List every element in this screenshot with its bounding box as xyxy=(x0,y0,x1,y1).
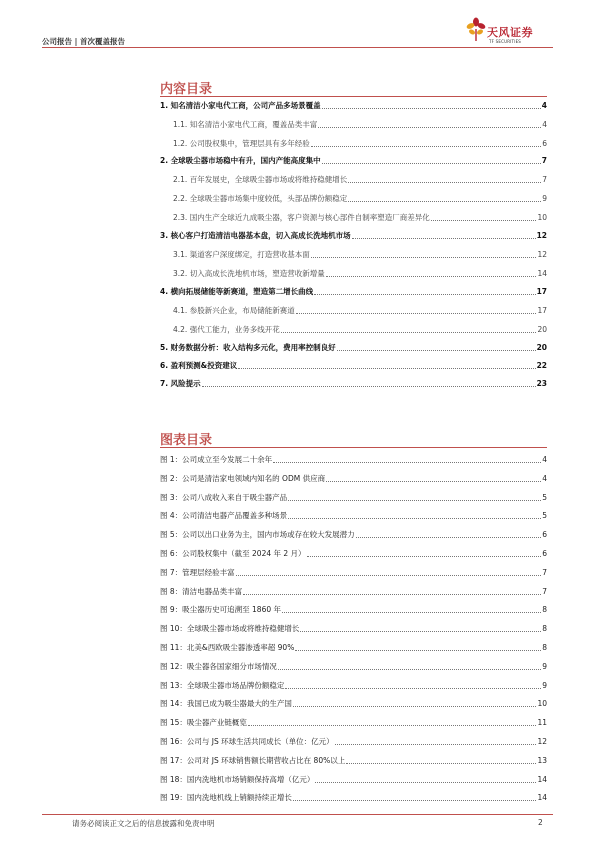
toc-chapter-entry[interactable] xyxy=(160,231,547,241)
toc-entry-title: 1.1. 知名清洁小家电代工商，覆盖品类丰富 xyxy=(173,120,318,129)
dot-leader xyxy=(293,800,537,801)
figure-list-entry[interactable] xyxy=(160,511,547,521)
toc-entry-title: 3.2. 切入高成长洗地机市场，塑造营收新增量 xyxy=(173,269,325,278)
figure-entry-title: 图 14：我国已成为吸尘器最大的生产国 xyxy=(160,699,292,709)
footer-divider xyxy=(42,814,553,815)
logo-chinese-name: 天风证券 xyxy=(487,26,533,39)
dot-leader xyxy=(311,146,542,147)
logo-flower-icon xyxy=(466,17,486,43)
figure-entry-page: 9 xyxy=(542,661,547,671)
dot-leader xyxy=(318,127,541,128)
toc-section-entry[interactable] xyxy=(173,175,547,185)
dot-leader xyxy=(296,313,537,314)
toc-entry-page: 17 xyxy=(537,306,547,315)
dot-leader xyxy=(348,182,541,183)
figure-entry-title: 图 12：吸尘器各国家细分市场情况 xyxy=(160,661,277,671)
toc-section-entry[interactable] xyxy=(173,269,547,279)
dot-leader xyxy=(300,631,541,632)
dot-leader xyxy=(238,368,535,369)
toc-chapter-entry[interactable] xyxy=(160,287,547,297)
figure-entry-page: 8 xyxy=(542,624,547,634)
dot-leader xyxy=(431,220,537,221)
company-logo xyxy=(466,17,556,47)
figure-entry-page: 4 xyxy=(542,473,547,483)
figures-title: 图表目录 xyxy=(160,433,213,448)
toc-entry-title: 3. 核心客户打造清洁电器基本盘，切入高成长洗地机市场 xyxy=(160,231,351,240)
figure-list-entry[interactable] xyxy=(160,775,547,785)
toc-entry-title: 5. 财务数据分析：收入结构多元化，费用率控制良好 xyxy=(160,343,336,352)
dot-leader xyxy=(273,462,541,463)
figure-entry-page: 7 xyxy=(542,586,547,596)
dot-leader xyxy=(356,537,542,538)
figure-list-entry[interactable] xyxy=(160,474,547,484)
page-number: 2 xyxy=(538,818,543,827)
figure-entry-title: 图 17：公司对 JS 环球销售额长期营收占比在 80%以上 xyxy=(160,755,346,765)
toc-chapter-entry[interactable] xyxy=(160,361,547,371)
figure-entry-title: 图 3：公司八成收入来自于吸尘器产品 xyxy=(160,492,288,502)
figure-entry-title: 图 8：清洁电器品类丰富 xyxy=(160,586,243,596)
toc-chapter-entry[interactable] xyxy=(160,156,547,166)
dot-leader xyxy=(295,650,541,651)
page-header xyxy=(0,0,595,50)
dot-leader xyxy=(326,481,541,482)
figure-entry-page: 7 xyxy=(542,567,547,577)
toc-entry-title: 1. 知名清洁小家电代工商，公司产品多场景覆盖 xyxy=(160,101,321,110)
toc-chapter-entry[interactable] xyxy=(160,343,547,353)
dot-leader xyxy=(202,386,536,387)
toc-chapter-entry[interactable] xyxy=(160,101,547,111)
dot-leader xyxy=(335,744,537,745)
dot-leader xyxy=(278,669,541,670)
dot-leader xyxy=(236,575,542,576)
figure-entry-page: 14 xyxy=(537,793,547,803)
toc-section-entry[interactable] xyxy=(173,306,547,316)
dot-leader xyxy=(293,706,537,707)
toc-section-entry[interactable] xyxy=(173,250,547,260)
toc-section-entry[interactable] xyxy=(173,325,547,335)
figure-list-entry[interactable] xyxy=(160,605,547,615)
toc-entry-title: 2.1. 百年发展史，全球吸尘器市场或将维持稳健增长 xyxy=(173,175,348,184)
toc-entry-title: 4. 横向拓展储能等新赛道，塑造第二增长曲线 xyxy=(160,287,314,296)
dot-leader xyxy=(348,201,541,202)
dot-leader xyxy=(248,725,537,726)
figure-entry-title: 图 15：吸尘器产业链概览 xyxy=(160,718,247,728)
figure-entry-page: 14 xyxy=(537,774,547,784)
figure-entry-title: 图 4：公司清洁电器产品覆盖多种场景 xyxy=(160,511,288,521)
figure-entry-page: 5 xyxy=(542,492,547,502)
header-divider xyxy=(42,47,553,48)
toc-entry-title: 4.1. 参股新兴企业，布局储能新赛道 xyxy=(173,306,295,315)
toc-entry-title: 4.2. 强代工能力，业务多线开花 xyxy=(173,325,280,334)
figure-entry-title: 图 18：国内洗地机市场销额保持高增（亿元） xyxy=(160,774,315,784)
figure-entry-title: 图 10：全球吸尘器市场或将维持稳健增长 xyxy=(160,624,300,634)
figure-entry-page: 13 xyxy=(537,755,547,765)
disclaimer-text: 请务必阅读正文之后的信息披露和免责申明 xyxy=(72,819,215,828)
toc-entry-page: 4 xyxy=(542,120,547,129)
figure-entry-title: 图 2：公司是清洁家电领域内知名的 ODM 供应商 xyxy=(160,473,326,483)
figure-entry-title: 图 19：国内洗地机线上销额持续正增长 xyxy=(160,793,292,803)
dot-leader xyxy=(326,276,537,277)
toc-entry-page: 22 xyxy=(536,361,547,370)
dot-leader xyxy=(311,257,537,258)
figure-entry-title: 图 9：吸尘器历史可追溯至 1860 年 xyxy=(160,605,282,615)
toc-entry-page: 20 xyxy=(536,343,547,352)
toc-entry-page: 20 xyxy=(537,325,547,334)
toc-entry-page: 17 xyxy=(536,287,547,296)
dot-leader xyxy=(352,238,536,239)
toc-chapter-entry[interactable] xyxy=(160,379,547,389)
figure-entry-title: 图 6：公司股权集中（截至 2024 年 2 月） xyxy=(160,549,306,558)
toc-entry-title: 6. 盈利预测&投资建议 xyxy=(160,361,238,370)
figures-title-rule xyxy=(160,447,547,448)
toc-entry-page: 10 xyxy=(537,213,547,222)
toc-entry-title: 2. 全球吸尘器市场稳中有升，国内产能高度集中 xyxy=(160,156,321,165)
figure-entry-page: 11 xyxy=(537,718,547,728)
figure-list-entry[interactable] xyxy=(160,568,547,578)
toc-entry-title: 1.2. 公司股权集中，管理层具有多年经验 xyxy=(173,139,310,148)
figure-entry-page: 9 xyxy=(542,680,547,690)
figure-list-entry[interactable] xyxy=(160,737,547,747)
dot-leader xyxy=(285,688,541,689)
figure-entry-page: 6 xyxy=(542,549,547,558)
dot-leader xyxy=(314,294,535,295)
toc-entry-title: 3.1. 渠道客户深度绑定，打造营收基本面 xyxy=(173,250,310,259)
figure-list-entry[interactable] xyxy=(160,455,547,465)
figure-entry-page: 8 xyxy=(542,643,547,652)
dot-leader xyxy=(281,332,537,333)
figure-list-entry[interactable] xyxy=(160,699,547,709)
figure-list-entry[interactable] xyxy=(160,493,547,503)
dot-leader xyxy=(315,782,536,783)
figure-entry-page: 8 xyxy=(542,605,547,615)
figure-entry-title: 图 11：北美&西欧吸尘器渗透率超 90% xyxy=(160,643,295,652)
dot-leader xyxy=(243,594,541,595)
figure-entry-page: 4 xyxy=(542,455,547,464)
figure-entry-page: 6 xyxy=(542,530,547,540)
toc-entry-title: 2.2. 全球吸尘器市场集中度较低，头部品牌份额稳定 xyxy=(173,194,348,203)
toc-entry-page: 7 xyxy=(541,156,547,165)
dot-leader xyxy=(322,163,541,164)
dot-leader xyxy=(346,763,536,764)
dot-leader xyxy=(307,556,542,557)
dot-leader xyxy=(288,518,541,519)
report-type-label: 公司报告 | 首次覆盖报告 xyxy=(42,37,125,46)
toc-entry-page: 12 xyxy=(537,250,547,259)
figure-list-entry[interactable] xyxy=(160,643,547,653)
figure-entry-page: 5 xyxy=(542,511,547,521)
toc-entry-page: 12 xyxy=(536,231,547,240)
dot-leader xyxy=(337,350,536,351)
dot-leader xyxy=(288,500,541,501)
figure-list-entry[interactable] xyxy=(160,549,547,559)
figure-list-entry[interactable] xyxy=(160,587,547,597)
toc-title: 内容目录 xyxy=(160,82,213,97)
figure-list-entry[interactable] xyxy=(160,662,547,672)
toc-section-entry[interactable] xyxy=(173,139,547,149)
toc-entry-page: 4 xyxy=(541,101,547,110)
figure-entry-title: 图 5：公司以出口业务为主，国内市场或存在较大发展潜力 xyxy=(160,530,355,540)
figure-list-entry[interactable] xyxy=(160,624,547,634)
toc-title-rule xyxy=(160,96,547,97)
figure-entry-title: 图 16：公司与 JS 环球生活共同成长（单位：亿元） xyxy=(160,737,334,746)
figure-entry-title: 图 1：公司成立至今发展二十余年 xyxy=(160,455,273,464)
figure-entry-page: 12 xyxy=(537,737,547,746)
dot-leader xyxy=(282,612,541,613)
figure-entry-title: 图 13：全球吸尘器市场品牌份额稳定 xyxy=(160,680,285,690)
toc-entry-title: 7. 风险提示 xyxy=(160,379,201,388)
figure-list-entry[interactable] xyxy=(160,718,547,728)
toc-entry-page: 23 xyxy=(536,379,547,388)
toc-entry-page: 14 xyxy=(537,269,547,278)
figure-list-entry[interactable] xyxy=(160,793,547,803)
toc-section-entry[interactable] xyxy=(173,194,547,204)
logo-english-name: TF SECURITIES xyxy=(489,39,522,44)
toc-entry-page: 6 xyxy=(542,139,547,148)
figure-entry-page: 10 xyxy=(537,699,547,709)
toc-section-entry[interactable] xyxy=(173,213,547,223)
toc-entry-page: 7 xyxy=(542,175,547,184)
toc-section-entry[interactable] xyxy=(173,120,547,130)
figure-list-entry[interactable] xyxy=(160,530,547,540)
figure-list-entry[interactable] xyxy=(160,756,547,766)
toc-entry-page: 9 xyxy=(542,194,547,203)
toc-entry-title: 2.3. 国内生产全球近九成吸尘器，客户资源与核心部件自制率塑造厂商差异化 xyxy=(173,213,430,222)
figure-entry-title: 图 7：管理层经验丰富 xyxy=(160,567,235,577)
dot-leader xyxy=(322,108,541,109)
figure-list-entry[interactable] xyxy=(160,681,547,691)
